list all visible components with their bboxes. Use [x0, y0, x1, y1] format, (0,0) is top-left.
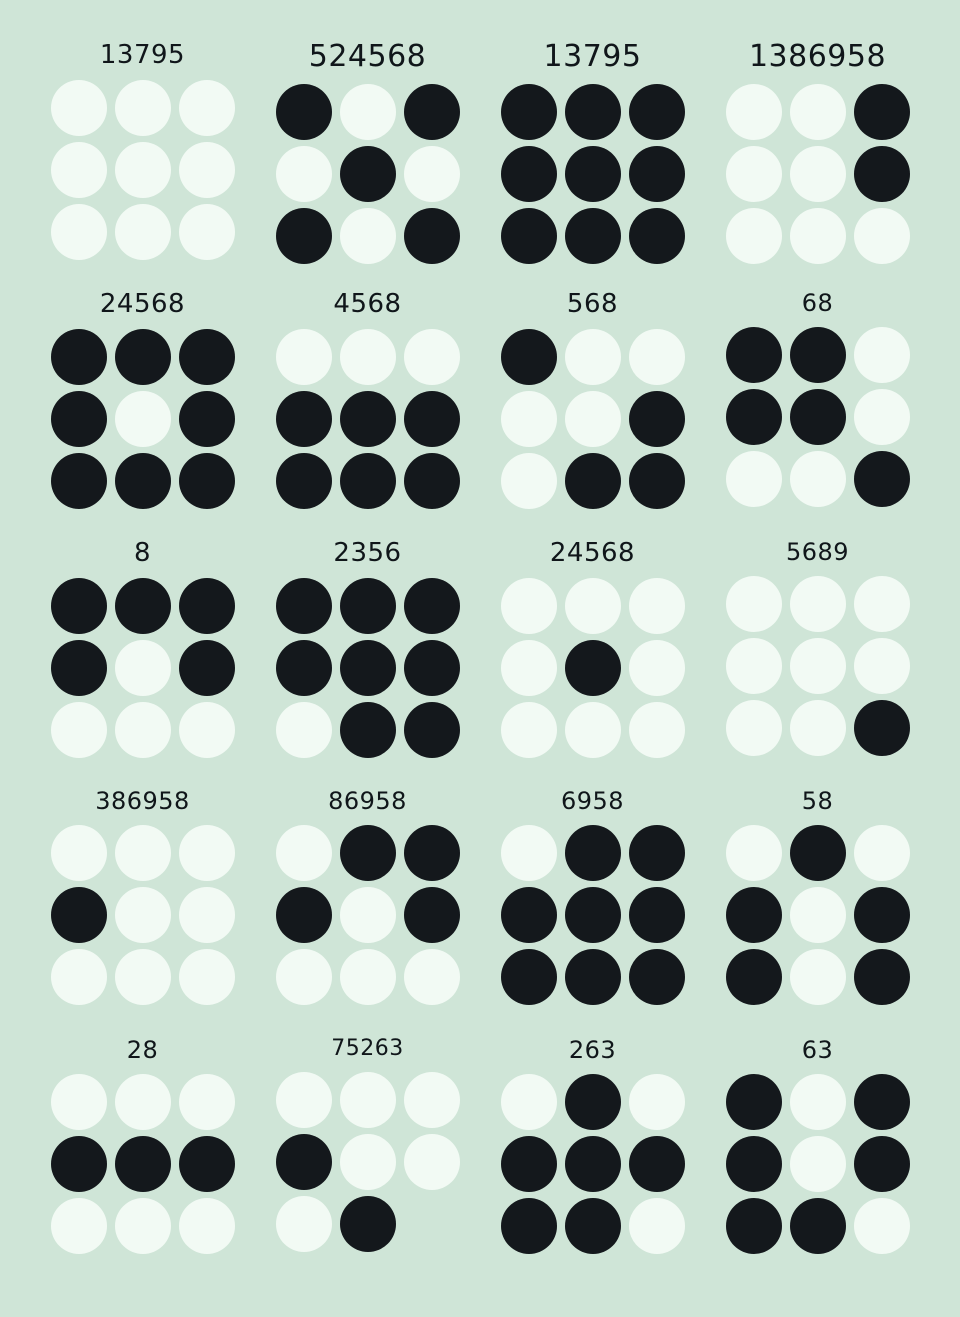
dot-empty-icon: [726, 84, 782, 140]
dot-filled-icon: [854, 84, 910, 140]
dot-absent-icon: [404, 1196, 460, 1252]
dot-empty-icon: [276, 329, 332, 385]
dot-filled-icon: [115, 578, 171, 634]
dot-filled-icon: [501, 887, 557, 943]
dot-filled-icon: [179, 1136, 235, 1192]
dot-empty-icon: [790, 887, 846, 943]
dot-empty-icon: [115, 142, 171, 198]
dot-pattern-cell: [705, 39, 930, 291]
dot-empty-icon: [629, 578, 685, 634]
dot-empty-icon: [404, 1134, 460, 1190]
dot-filled-icon: [726, 389, 782, 445]
dot-empty-icon: [51, 80, 107, 136]
dot-matrix: [276, 84, 460, 264]
dot-empty-icon: [276, 1072, 332, 1128]
dot-empty-icon: [501, 702, 557, 758]
dot-filled-icon: [726, 949, 782, 1005]
dot-empty-icon: [790, 1136, 846, 1192]
dot-empty-icon: [854, 1198, 910, 1254]
dot-pattern-label: 63: [801, 1036, 834, 1064]
dot-filled-icon: [276, 887, 332, 943]
dot-filled-icon: [179, 391, 235, 447]
dot-filled-icon: [51, 578, 107, 634]
dot-empty-icon: [51, 204, 107, 260]
dot-filled-icon: [629, 453, 685, 509]
dot-filled-icon: [115, 329, 171, 385]
dot-filled-icon: [51, 1136, 107, 1192]
dot-matrix: [276, 329, 460, 509]
dot-empty-icon: [340, 84, 396, 140]
dot-filled-icon: [565, 1074, 621, 1130]
dot-filled-icon: [340, 1196, 396, 1252]
dot-filled-icon: [115, 453, 171, 509]
dot-filled-icon: [404, 391, 460, 447]
dot-empty-icon: [404, 146, 460, 202]
dot-pattern-label: 1386958: [748, 39, 887, 74]
dot-empty-icon: [790, 146, 846, 202]
dot-pattern-cell: [705, 540, 930, 789]
dot-empty-icon: [790, 949, 846, 1005]
dot-matrix: [276, 1072, 460, 1252]
dot-empty-icon: [726, 638, 782, 694]
dot-filled-icon: [854, 146, 910, 202]
dot-filled-icon: [790, 327, 846, 383]
dot-matrix: [51, 1074, 235, 1254]
dot-empty-icon: [51, 702, 107, 758]
dot-empty-icon: [726, 208, 782, 264]
dot-filled-icon: [276, 391, 332, 447]
dot-pattern-cell: [255, 789, 480, 1038]
dot-filled-icon: [501, 208, 557, 264]
dot-pattern-cell: [255, 39, 480, 291]
dot-empty-icon: [340, 1134, 396, 1190]
dot-empty-icon: [501, 453, 557, 509]
dot-pattern-cell: [705, 1038, 930, 1287]
dot-filled-icon: [565, 208, 621, 264]
dot-empty-icon: [340, 887, 396, 943]
dot-empty-icon: [404, 1072, 460, 1128]
dot-matrix: [501, 329, 685, 509]
dot-filled-icon: [51, 453, 107, 509]
dot-filled-icon: [179, 453, 235, 509]
dot-filled-icon: [629, 825, 685, 881]
dot-filled-icon: [790, 1198, 846, 1254]
dot-empty-icon: [629, 702, 685, 758]
dot-filled-icon: [854, 887, 910, 943]
dot-empty-icon: [565, 702, 621, 758]
dot-filled-icon: [276, 1134, 332, 1190]
dot-filled-icon: [340, 825, 396, 881]
dot-filled-icon: [854, 451, 910, 507]
dot-filled-icon: [629, 146, 685, 202]
dot-empty-icon: [179, 887, 235, 943]
dot-pattern-label: 13795: [99, 40, 186, 70]
dot-pattern-label: 28: [126, 1036, 159, 1064]
dot-filled-icon: [276, 84, 332, 140]
dot-filled-icon: [629, 391, 685, 447]
dot-filled-icon: [404, 578, 460, 634]
dot-filled-icon: [565, 1136, 621, 1192]
dot-empty-icon: [179, 80, 235, 136]
dot-matrix: [726, 576, 910, 756]
dot-empty-icon: [501, 640, 557, 696]
dot-filled-icon: [51, 640, 107, 696]
dot-matrix: [726, 1074, 910, 1254]
dot-matrix: [726, 84, 910, 264]
dot-matrix: [51, 329, 235, 509]
dot-pattern-cell: [705, 789, 930, 1038]
dot-pattern-cell: [480, 39, 705, 291]
dot-filled-icon: [404, 84, 460, 140]
dot-filled-icon: [276, 640, 332, 696]
dot-pattern-label: 86958: [328, 787, 407, 815]
dot-filled-icon: [790, 825, 846, 881]
dot-matrix: [276, 578, 460, 758]
dot-filled-icon: [404, 702, 460, 758]
dot-empty-icon: [565, 391, 621, 447]
dot-empty-icon: [115, 391, 171, 447]
dot-empty-icon: [854, 208, 910, 264]
dot-pattern-label: 568: [566, 289, 619, 319]
dot-empty-icon: [501, 825, 557, 881]
dot-empty-icon: [115, 825, 171, 881]
dot-pattern-cell: [480, 291, 705, 540]
dot-empty-icon: [404, 329, 460, 385]
dot-filled-icon: [565, 146, 621, 202]
dot-empty-icon: [115, 640, 171, 696]
dot-pattern-cell: [30, 1038, 255, 1287]
dot-filled-icon: [404, 208, 460, 264]
dot-matrix: [51, 825, 235, 1005]
dot-filled-icon: [854, 949, 910, 1005]
dot-empty-icon: [790, 700, 846, 756]
dot-empty-icon: [179, 1074, 235, 1130]
dot-empty-icon: [179, 204, 235, 260]
dot-pattern-label: 13795: [543, 39, 642, 74]
dot-filled-icon: [115, 1136, 171, 1192]
dot-filled-icon: [854, 1136, 910, 1192]
dot-pattern-cell: [255, 291, 480, 540]
dot-empty-icon: [726, 700, 782, 756]
dot-filled-icon: [501, 949, 557, 1005]
dot-matrix: [501, 825, 685, 1005]
dot-filled-icon: [51, 887, 107, 943]
dot-filled-icon: [565, 825, 621, 881]
dot-pattern-label: 8: [133, 538, 152, 568]
dot-filled-icon: [51, 391, 107, 447]
dot-matrix: [501, 1074, 685, 1254]
dot-pattern-label: 5689: [785, 538, 850, 566]
dot-empty-icon: [340, 208, 396, 264]
dot-pattern-cell: [30, 291, 255, 540]
dot-pattern-label: 4568: [333, 289, 402, 319]
dot-pattern-cell: [480, 789, 705, 1038]
dot-pattern-cell: [480, 1038, 705, 1287]
dot-empty-icon: [115, 204, 171, 260]
dot-empty-icon: [790, 576, 846, 632]
dot-filled-icon: [565, 949, 621, 1005]
dot-empty-icon: [790, 1074, 846, 1130]
dot-empty-icon: [629, 1198, 685, 1254]
dot-empty-icon: [726, 451, 782, 507]
dot-filled-icon: [501, 1198, 557, 1254]
dot-pattern-cell: [255, 1038, 480, 1287]
dot-filled-icon: [276, 208, 332, 264]
dot-empty-icon: [179, 949, 235, 1005]
dot-filled-icon: [565, 887, 621, 943]
dot-filled-icon: [854, 1074, 910, 1130]
dot-filled-icon: [404, 640, 460, 696]
dot-empty-icon: [629, 640, 685, 696]
dot-empty-icon: [629, 329, 685, 385]
dot-empty-icon: [51, 1074, 107, 1130]
dot-pattern-label: 24568: [99, 289, 186, 319]
dot-empty-icon: [276, 949, 332, 1005]
dot-filled-icon: [179, 578, 235, 634]
dot-filled-icon: [340, 702, 396, 758]
dot-empty-icon: [501, 578, 557, 634]
dot-pattern-label: 68: [801, 289, 834, 317]
dot-empty-icon: [854, 825, 910, 881]
dot-empty-icon: [179, 825, 235, 881]
dot-pattern-cell: [705, 291, 930, 540]
dot-filled-icon: [565, 453, 621, 509]
dot-empty-icon: [790, 208, 846, 264]
dot-filled-icon: [726, 887, 782, 943]
dot-filled-icon: [501, 84, 557, 140]
dot-empty-icon: [115, 949, 171, 1005]
dot-matrix: [726, 327, 910, 507]
dot-filled-icon: [179, 329, 235, 385]
dot-matrix: [276, 825, 460, 1005]
dot-empty-icon: [565, 329, 621, 385]
dot-filled-icon: [340, 453, 396, 509]
dot-filled-icon: [404, 825, 460, 881]
dot-empty-icon: [790, 638, 846, 694]
dot-filled-icon: [404, 453, 460, 509]
dot-matrix: [501, 84, 685, 264]
dot-pattern-cell: [30, 789, 255, 1038]
dot-empty-icon: [115, 1198, 171, 1254]
dot-pattern-label: 58: [801, 787, 834, 815]
dot-empty-icon: [51, 1198, 107, 1254]
dot-empty-icon: [854, 327, 910, 383]
dot-empty-icon: [726, 576, 782, 632]
dot-filled-icon: [340, 640, 396, 696]
dot-filled-icon: [565, 640, 621, 696]
dot-filled-icon: [629, 887, 685, 943]
dot-pattern-label: 2356: [333, 538, 402, 568]
dot-empty-icon: [854, 389, 910, 445]
dot-pattern-cell: [255, 540, 480, 789]
dot-empty-icon: [276, 702, 332, 758]
dot-filled-icon: [565, 84, 621, 140]
dot-empty-icon: [726, 146, 782, 202]
dot-matrix: [51, 80, 235, 260]
dot-empty-icon: [340, 329, 396, 385]
dot-filled-icon: [629, 84, 685, 140]
dot-filled-icon: [51, 329, 107, 385]
dot-filled-icon: [726, 327, 782, 383]
dot-matrix: [501, 578, 685, 758]
dot-filled-icon: [565, 1198, 621, 1254]
dot-empty-icon: [276, 146, 332, 202]
dot-filled-icon: [179, 640, 235, 696]
dot-empty-icon: [51, 142, 107, 198]
dot-empty-icon: [276, 825, 332, 881]
dot-empty-icon: [565, 578, 621, 634]
dot-pattern-cell: [30, 540, 255, 789]
dot-empty-icon: [115, 702, 171, 758]
dot-empty-icon: [404, 949, 460, 1005]
dot-pattern-cell: [30, 42, 255, 291]
dot-empty-icon: [115, 1074, 171, 1130]
dot-empty-icon: [790, 84, 846, 140]
dot-filled-icon: [629, 949, 685, 1005]
dot-filled-icon: [726, 1136, 782, 1192]
dot-filled-icon: [629, 1136, 685, 1192]
dot-pattern-label: 24568: [549, 538, 636, 568]
dot-filled-icon: [340, 146, 396, 202]
dot-filled-icon: [790, 389, 846, 445]
dot-empty-icon: [629, 1074, 685, 1130]
dot-matrix: [51, 578, 235, 758]
dot-pattern-label: 75263: [331, 1036, 404, 1061]
dot-empty-icon: [726, 825, 782, 881]
dot-empty-icon: [115, 887, 171, 943]
dot-empty-icon: [179, 1198, 235, 1254]
dot-filled-icon: [726, 1074, 782, 1130]
dot-empty-icon: [854, 576, 910, 632]
dot-pattern-cell: [480, 540, 705, 789]
dot-filled-icon: [501, 146, 557, 202]
dot-empty-icon: [51, 949, 107, 1005]
dot-empty-icon: [179, 702, 235, 758]
dot-matrix: [726, 825, 910, 1005]
dot-filled-icon: [501, 329, 557, 385]
dot-empty-icon: [179, 142, 235, 198]
dot-filled-icon: [854, 700, 910, 756]
dot-filled-icon: [404, 887, 460, 943]
dot-empty-icon: [340, 949, 396, 1005]
dot-empty-icon: [340, 1072, 396, 1128]
dot-filled-icon: [501, 1136, 557, 1192]
dot-pattern-label: 386958: [95, 787, 190, 815]
dot-pattern-label: 263: [568, 1036, 617, 1064]
dot-empty-icon: [854, 638, 910, 694]
dot-filled-icon: [726, 1198, 782, 1254]
dot-empty-icon: [51, 825, 107, 881]
dot-pattern-label: 524568: [308, 39, 427, 74]
dot-filled-icon: [340, 578, 396, 634]
dot-filled-icon: [276, 578, 332, 634]
dot-empty-icon: [115, 80, 171, 136]
dot-empty-icon: [790, 451, 846, 507]
dot-empty-icon: [501, 1074, 557, 1130]
dot-filled-icon: [629, 208, 685, 264]
dot-filled-icon: [276, 453, 332, 509]
dot-filled-icon: [340, 391, 396, 447]
dot-pattern-label: 6958: [560, 787, 625, 815]
dot-empty-icon: [276, 1196, 332, 1252]
dot-empty-icon: [501, 391, 557, 447]
